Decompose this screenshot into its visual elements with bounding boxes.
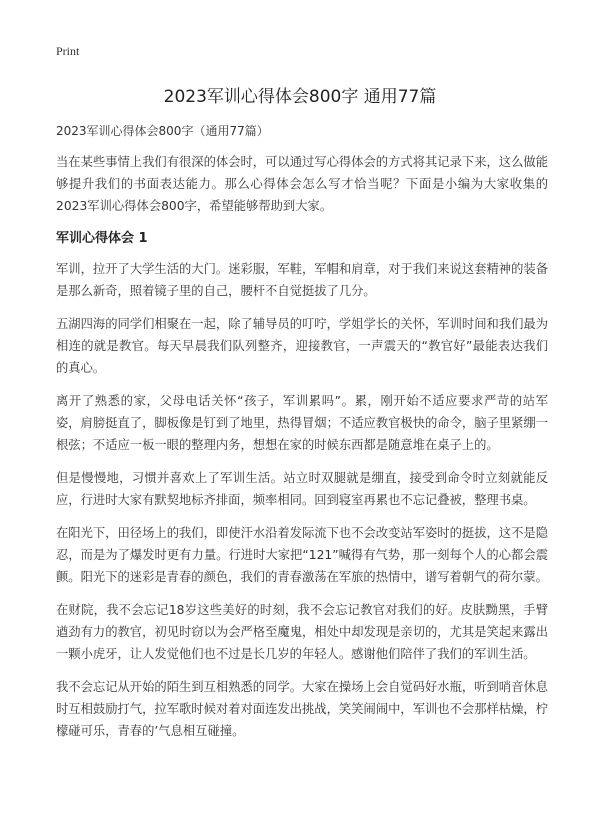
page-title: 2023军训心得体会800字 通用77篇: [163, 87, 437, 107]
paragraph-5: 在阳光下，田径场上的我们，即使汗水沿着发际流下也不会改变站军姿时的挺拔，这不是隐忍，而是为了爆发时更有力量。行进时大家把“121”喊得有气势，那一刻每个人的心都会震颤。阳光下的迷彩是青春的颜色，我们的青春激荡在军旅的热情中，谱写着朝气的荷尔蒙。: [56, 526, 548, 584]
article-body: [56, 120, 548, 753]
section-heading: 军训心得体会 1: [56, 231, 148, 246]
intro-paragraph: 当在某些事情上我们有很深的体会时，可以通过写心得体会的方式将其记录下来，这么做能够提升我们的书面表达能力。那么心得体会怎么写才恰当呢？下面是小编为大家收集的2023军训心得体会800字，希望能够帮助到大家。: [56, 155, 548, 213]
paragraph-7: 我不会忘记从开始的陌生到互相熟悉的同学。大家在操场上会自觉码好水瓶，听到哨音休息时互相鼓励打气，拉军歌时候对着对面连发出挑战，笑笑闹闹中，军训也不会那样枯燥，柠檬碰可乐，青春的’气息相互碰撞。: [56, 680, 548, 738]
paragraph-3: 离开了熟悉的家，父母电话关怀“孩子，军训累吗”。累，刚开始不适应要求严苛的站军姿，肩膀挺直了，脚板像是钉到了地里，热得冒烟；不适应教官极快的命令，脑子里紧绷一根弦；不适应一板一眼的整理内务，想想在家的时候东西都是随意堆在桌子上的。: [56, 394, 548, 452]
article-subtitle: 2023军训心得体会800字（通用77篇）: [56, 124, 269, 138]
print-link[interactable]: Print: [56, 44, 80, 58]
paragraph-1: 军训，拉开了大学生活的大门。迷彩服，军鞋，军帽和肩章，对于我们来说这套精神的装备是那么新奇，照着镜子里的自己，腰杆不自觉挺拔了几分。: [56, 262, 548, 298]
paragraph-4: 但是慢慢地，习惯并喜欢上了军训生活。站立时双腿就是绷直，接受到命令时立刻就能反应，行进时大家有默契地标齐排面，频率相同。回到寝室再累也不忘记叠被，整理书桌。: [56, 471, 548, 507]
paragraph-6: 在财院，我不会忘记18岁这些美好的时刻，我不会忘记教官对我们的好。皮肤黝黑，手臂遒劲有力的教官，初见时窃以为会严格至魔鬼，相处中却发现是亲切的，尤其是笑起来露出一颗小虎牙，让人发觉他们也不过是长几岁的年轻人。感谢他们陪伴了我们的军训生活。: [56, 603, 548, 661]
paragraph-2: 五湖四海的同学们相聚在一起，除了辅导员的叮咛，学姐学长的关怀，军训时间和我们最为相连的就是教官。每天早晨我们队列整齐，迎接教官，一声震天的“教官好”最能表达我们的真心。: [56, 317, 548, 375]
